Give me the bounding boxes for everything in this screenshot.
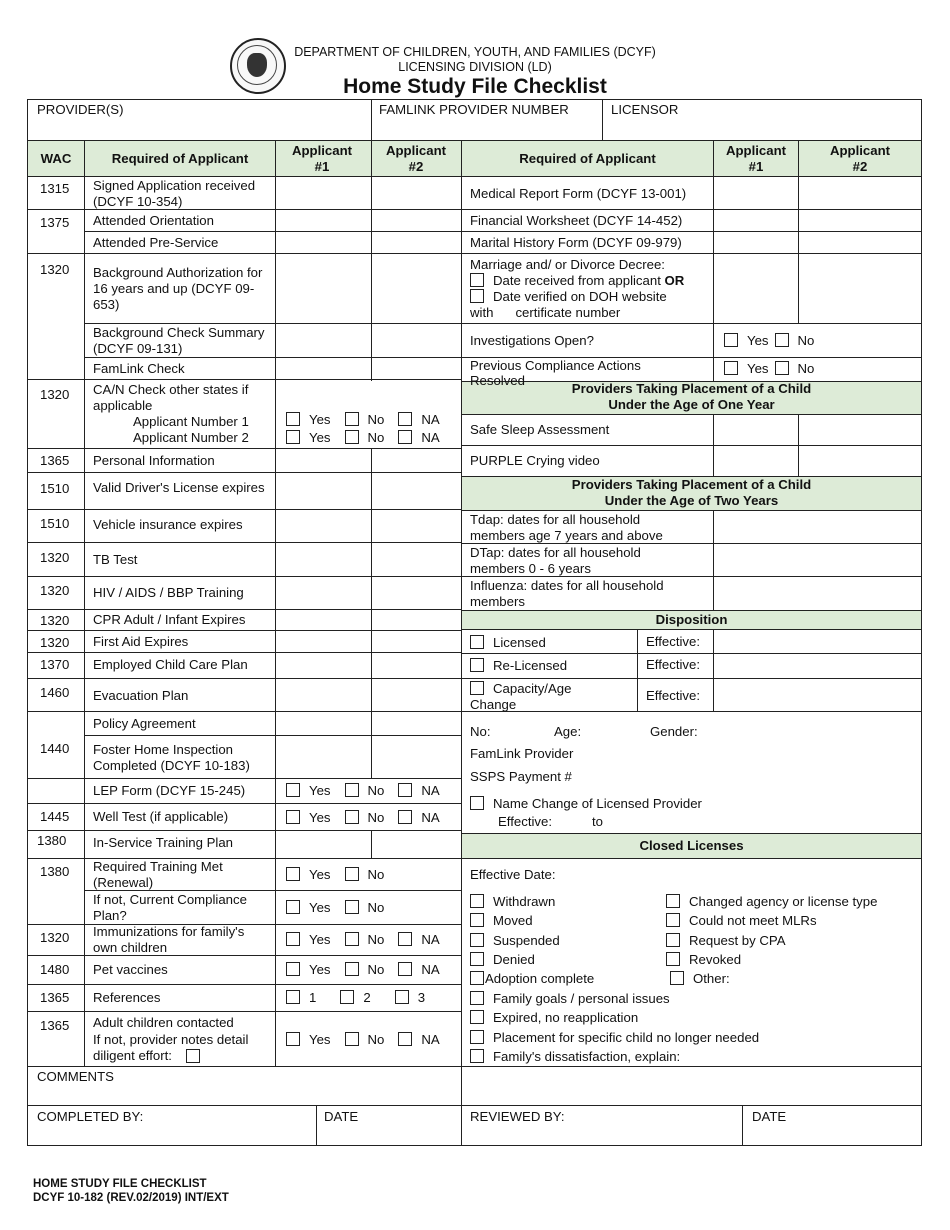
row-sublabel: diligent effort: [93,1048,172,1063]
famlink-provider-label: FamLink Provider [470,746,574,761]
licensor-field[interactable]: LICENSOR [611,102,679,117]
row-label: CPR Adult / Infant Expires [93,612,246,627]
adult-children-options: Yes No NA [286,1032,440,1048]
reason-request-cpa: Request by CPA [666,933,786,949]
wac-code: 1320 [40,550,70,565]
under-one-section-subtitle: Under the Age of One Year [608,397,775,412]
yes-checkbox[interactable] [286,962,300,976]
row-label: Employed Child Care Plan [93,657,248,672]
ssps-label: SSPS Payment # [470,769,572,784]
yes-checkbox[interactable] [286,430,300,444]
row-label: HIV / AIDS / BBP Training [93,585,244,600]
tdap-label-2: members age 7 years and above [470,528,663,543]
row-label: Immunizations for family's own children [93,924,245,955]
row-label: Foster Home Inspection Completed (DCYF 10-183) [93,742,250,773]
reason-adoption: Adoption complete [470,971,594,987]
row-label: Well Test (if applicable) [93,809,229,824]
wac-code: 1320 [40,262,70,277]
relicensed-option: Re-Licensed [470,658,567,674]
effective-label: Effective: [646,688,700,703]
capacity-option: Capacity/Age [470,681,571,697]
family-goals-checkbox[interactable] [470,991,484,1005]
row-label: If not, Current Compliance Plan? [93,892,247,923]
no-checkbox[interactable] [345,1032,359,1046]
placement-checkbox[interactable] [470,1030,484,1044]
no-checkbox[interactable] [345,900,359,914]
relicensed-checkbox[interactable] [470,658,484,672]
row-label: Background Check Summary (DCYF 09-131) [93,325,265,356]
wac-code: 1370 [40,657,70,672]
reviewed-by-field[interactable]: REVIEWED BY: [470,1109,565,1124]
investigations-options: Yes No [724,333,814,349]
closed-licenses-title: Closed Licenses [639,838,744,853]
wac-code: 1315 [40,181,70,196]
yes-checkbox[interactable] [286,932,300,946]
marriage-option-received: Date received from applicant OR [470,273,684,289]
wac-code: 1365 [40,453,70,468]
row-label: Vehicle insurance expires [93,517,243,532]
financial-worksheet-label: Financial Worksheet (DCYF 14-452) [470,213,683,228]
no-checkbox[interactable] [345,932,359,946]
marriage-with-label: with certificate number [470,305,621,320]
row-label: Attended Pre-Service [93,235,219,250]
applicant2-header-right: Applicant #2 [829,143,891,174]
applicant2-header: Applicant #2 [385,143,447,174]
reason-expired: Expired, no reapplication [470,1010,638,1026]
reason-withdrawn: Withdrawn [470,894,555,910]
lep-form-options: Yes No NA [286,783,440,799]
row-label: CA/N Check other states if applicable [93,382,249,413]
reason-family-goals: Family goals / personal issues [470,991,670,1007]
request-cpa-checkbox[interactable] [666,933,680,947]
no-checkbox[interactable] [345,962,359,976]
no-checkbox[interactable] [775,361,789,375]
completed-date-field[interactable]: DATE [324,1109,359,1124]
withdrawn-checkbox[interactable] [470,894,484,908]
date-received-checkbox[interactable] [470,273,484,287]
capacity-option-2: Change [470,697,517,712]
suspended-checkbox[interactable] [470,933,484,947]
references-options: 1 2 3 [286,990,425,1006]
row-label: First Aid Expires [93,634,189,649]
reason-dissatisfaction: Family's dissatisfaction, explain: [470,1049,680,1065]
dcyf-seal [230,38,286,94]
training-met-options: Yes No [286,867,384,883]
moved-checkbox[interactable] [470,913,484,927]
required-header-right: Required of Applicant [519,151,656,166]
wac-code: 1320 [40,930,70,945]
immunizations-options: Yes No NA [286,932,440,948]
row-label: Personal Information [93,453,215,468]
purple-crying-label: PURPLE Crying video [470,453,600,468]
yes-checkbox[interactable] [286,810,300,824]
denied-checkbox[interactable] [470,952,484,966]
no-checkbox[interactable] [345,412,359,426]
row-label: TB Test [93,552,138,567]
under-two-section-title: Providers Taking Placement of a Child [571,477,812,492]
row-label: Background Authorization for 16 years and up (DCYF 09-653) [93,265,263,312]
yes-checkbox[interactable] [286,900,300,914]
name-change-effective: Effective: to [498,814,603,829]
reason-suspended: Suspended [470,933,560,949]
reason-placement: Placement for specific child no longer needed [470,1030,759,1046]
na-checkbox[interactable] [398,962,412,976]
influenza-label-2: members [470,594,525,609]
reference-1-checkbox[interactable] [286,990,300,1004]
compliance-plan-options: Yes No [286,900,384,916]
age-label: Age: [554,724,582,739]
safe-sleep-label: Safe Sleep Assessment [470,422,610,437]
wac-code: 1365 [40,1018,70,1033]
applicant1-header-right: Applicant #1 [725,143,787,174]
wac-code: 1510 [40,481,70,496]
reason-denied: Denied [470,952,535,968]
capacity-checkbox[interactable] [470,681,484,695]
can-check-app2-options: Yes No NA [286,430,440,446]
disposition-title: Disposition [655,612,728,627]
prev-compliance-options: Yes No [724,361,814,377]
prev-compliance-label-cut [470,373,525,380]
na-checkbox[interactable] [398,810,412,824]
famlink-number-field[interactable]: FAMLINK PROVIDER NUMBER [379,102,569,117]
wac-header: WAC [40,151,72,166]
medical-report-label: Medical Report Form (DCYF 13-001) [470,186,687,201]
can-check-app1-options: Yes No NA [286,412,440,428]
no-checkbox[interactable] [345,430,359,444]
dtap-label-2: members 0 - 6 years [470,561,591,576]
row-label: Signed Application received (DCYF 10-354) [93,178,256,209]
under-two-section-subtitle: Under the Age of Two Years [604,493,779,508]
wac-code: 1320 [40,613,70,628]
reason-mlrs: Could not meet MLRs [666,913,817,929]
row-sublabel: If not, provider notes detail [93,1032,249,1047]
row-label: Adult children contacted [93,1015,234,1030]
wac-code: 1380 [40,864,70,879]
investigations-label: Investigations Open? [470,333,594,348]
wac-code: 1320 [40,635,70,650]
na-checkbox[interactable] [398,412,412,426]
yes-checkbox[interactable] [286,783,300,797]
date-verified-checkbox[interactable] [470,289,484,303]
pet-vaccines-options: Yes No NA [286,962,440,978]
row-label: References [93,990,161,1005]
required-header: Required of Applicant [111,151,249,166]
department-name: DEPARTMENT OF CHILDREN, YOUTH, AND FAMILIES (DCYF) [294,45,656,59]
row-label: Valid Driver's License expires [93,480,265,495]
marital-history-label: Marital History Form (DCYF 09-979) [470,235,682,250]
effective-label: Effective: [646,634,700,649]
footer-form-number: DCYF 10-182 (REV.02/2019) INT/EXT [33,1192,229,1204]
name-change-option: Name Change of Licensed Provider [470,796,702,812]
licensed-option: Licensed [470,635,546,651]
comments-field[interactable]: COMMENTS [37,1069,114,1084]
wac-code: 1375 [40,215,70,230]
expired-checkbox[interactable] [470,1010,484,1024]
row-label: Evacuation Plan [93,688,189,703]
dissatisfaction-checkbox[interactable] [470,1049,484,1063]
revoked-checkbox[interactable] [666,952,680,966]
yes-checkbox[interactable] [724,361,738,375]
row-label: In-Service Training Plan [93,835,234,850]
prev-compliance-label: Previous Compliance Actions [470,358,641,373]
reference-3-checkbox[interactable] [395,990,409,1004]
no-checkbox[interactable] [775,333,789,347]
row-sublabel: Applicant Number 1 [133,414,249,429]
applicant1-header: Applicant #1 [291,143,353,174]
row-label: Policy Agreement [93,716,196,731]
changed-agency-checkbox[interactable] [666,894,680,908]
na-checkbox[interactable] [398,783,412,797]
dtap-label: DTap: dates for all household [470,545,641,560]
licensed-checkbox[interactable] [470,635,484,649]
row-label: FamLink Check [93,361,185,376]
reason-other: Other: [670,971,730,987]
row-label: Attended Orientation [93,213,214,228]
row-label: Required Training Met (Renewal) [93,859,223,890]
adoption-checkbox[interactable] [470,971,484,985]
influenza-label: Influenza: dates for all household [470,578,664,593]
wac-code: 1510 [40,516,70,531]
row-sublabel: Applicant Number 2 [133,430,249,445]
row-label: Pet vaccines [93,962,168,977]
reason-moved: Moved [470,913,533,929]
reason-changed-agency: Changed agency or license type [666,894,877,910]
no-checkbox[interactable] [345,867,359,881]
wac-code: 1380 [37,833,67,848]
division-name: LICENSING DIVISION (LD) [398,60,552,74]
gender-label: Gender: [650,724,698,739]
page-title: Home Study File Checklist [343,75,607,98]
yes-checkbox[interactable] [286,867,300,881]
completed-by-field[interactable]: COMPLETED BY: [37,1109,144,1124]
effective-label: Effective: [646,657,700,672]
other-checkbox[interactable] [670,971,684,985]
reviewed-date-field[interactable]: DATE [752,1109,787,1124]
footer-form-name: HOME STUDY FILE CHECKLIST [33,1178,207,1190]
yes-checkbox[interactable] [724,333,738,347]
marriage-decree-label: Marriage and/ or Divorce Decree: [470,257,665,272]
reason-revoked: Revoked [666,952,741,968]
wac-code: 1480 [40,962,70,977]
no-checkbox[interactable] [345,810,359,824]
yes-checkbox[interactable] [286,1032,300,1046]
reference-2-checkbox[interactable] [340,990,354,1004]
under-one-section-title: Providers Taking Placement of a Child [571,381,812,396]
diligent-effort-checkbox[interactable] [186,1049,200,1063]
row-label: LEP Form (DCYF 15-245) [93,783,246,798]
yes-checkbox[interactable] [286,412,300,426]
no-label: No: [470,724,491,739]
well-test-options: Yes No NA [286,810,440,826]
providers-field[interactable]: PROVIDER(S) [37,102,124,117]
wac-code: 1365 [40,990,70,1005]
na-checkbox[interactable] [398,1032,412,1046]
name-change-checkbox[interactable] [470,796,484,810]
na-checkbox[interactable] [398,430,412,444]
wac-code: 1445 [40,809,70,824]
no-checkbox[interactable] [345,783,359,797]
wac-code: 1320 [40,583,70,598]
effective-date-label: Effective Date: [470,867,556,882]
marriage-option-verified: Date verified on DOH website [470,289,667,305]
wac-code: 1460 [40,685,70,700]
wac-code: 1320 [40,387,70,402]
mlrs-checkbox[interactable] [666,913,680,927]
na-checkbox[interactable] [398,932,412,946]
wac-code: 1440 [40,741,70,756]
tdap-label: Tdap: dates for all household [470,512,641,527]
